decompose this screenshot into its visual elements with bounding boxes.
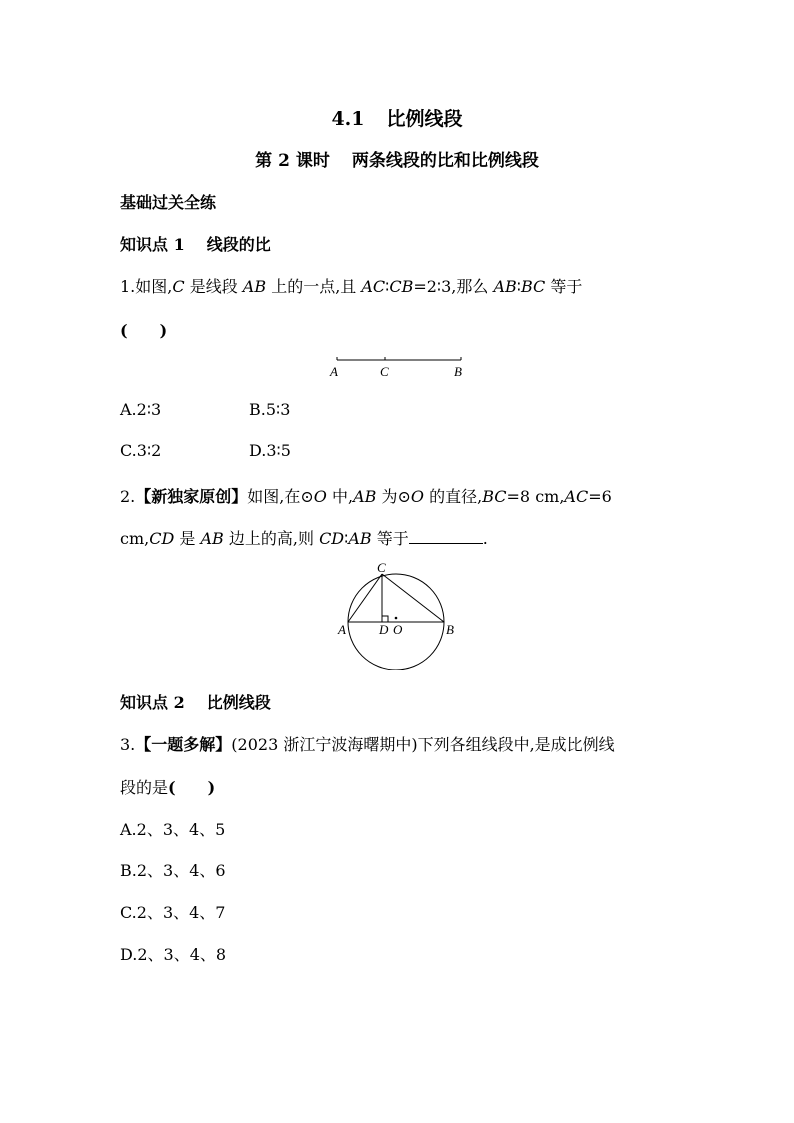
q1-var: AB: [242, 277, 267, 296]
q2-var: BC: [482, 487, 507, 506]
q2-text: 等于: [371, 529, 409, 548]
subtitle-text: 两条线段的比和比例线段: [351, 151, 539, 171]
q2-text: 如图,在⊙: [247, 487, 314, 506]
q1-segment-figure: [325, 352, 470, 382]
title-text: 比例线段: [386, 108, 463, 130]
label-c: C: [377, 560, 386, 575]
q3-option-d: D.2、3、4、8: [120, 945, 227, 964]
q2-var: AB: [348, 529, 372, 548]
q3-tag: 【一题多解】: [135, 735, 232, 754]
q2-text: .: [482, 529, 488, 548]
q1-number: 1.: [120, 277, 136, 296]
q2-text: 的直径,: [424, 487, 483, 506]
q2-text: 中,: [326, 487, 354, 506]
answer-blank: [409, 529, 483, 544]
label-a: A: [338, 622, 346, 637]
q3-option-c: C.2、3、4、7: [120, 903, 226, 922]
label-d: D: [379, 622, 389, 637]
q1-text: 是线段: [184, 277, 243, 296]
q3-answer-paren: ( ): [168, 778, 216, 797]
q1-var: CB: [389, 277, 414, 296]
q2-text: =8 cm,: [506, 487, 565, 506]
q2-text: 为⊙: [376, 487, 411, 506]
q3-number: 3.: [120, 735, 136, 754]
q2-text: ∶: [344, 529, 349, 548]
kp2-label: 知识点 2: [120, 693, 185, 712]
q2-text: 是: [174, 529, 201, 548]
q3-text: 段的是: [120, 778, 169, 797]
question-2-line-2: [120, 526, 488, 549]
label-b: B: [454, 364, 462, 379]
kp2-text: 比例线段: [206, 693, 271, 712]
q3-text: 下列各组线段中,是成比例线: [417, 735, 615, 754]
question-2-line-1: [120, 484, 612, 507]
q2-var: AB: [200, 529, 224, 548]
label-b: B: [446, 622, 454, 637]
q1-text: 如图,: [135, 277, 173, 296]
question-3-line-2: [120, 775, 215, 798]
knowledge-point-2: [120, 690, 271, 713]
q2-var: O: [313, 487, 327, 506]
q2-text: =6: [588, 487, 612, 506]
label-o: O: [393, 622, 403, 637]
q1-option-d: D.3∶5: [249, 441, 291, 460]
segment-bc: [382, 574, 444, 622]
q1-var: C: [172, 277, 185, 296]
knowledge-point-1: [120, 232, 271, 255]
center-point: [395, 617, 398, 620]
q2-tag: 【新独家原创】: [135, 487, 248, 506]
q2-var: CD: [319, 529, 345, 548]
page-title: [0, 104, 794, 131]
q2-var: CD: [149, 529, 175, 548]
q3-option-b: B.2、3、4、6: [120, 861, 226, 880]
q2-var: AC: [564, 487, 589, 506]
page-subtitle: [0, 146, 794, 171]
q1-option-b: B.5∶3: [249, 400, 291, 419]
q2-var: AB: [353, 487, 377, 506]
q2-text: cm,: [120, 529, 150, 548]
label-a: A: [330, 364, 338, 379]
q1-text: ∶: [385, 277, 390, 296]
q1-option-a: A.2∶3: [120, 400, 162, 419]
q1-text: =2∶3,那么: [413, 277, 494, 296]
title-number: 4.1: [331, 108, 365, 130]
q1-var: AB: [493, 277, 517, 296]
q1-option-c: C.3∶2: [120, 441, 162, 460]
label-c: C: [380, 364, 389, 379]
q2-circle-figure: [330, 560, 465, 670]
q3-source: (2023 浙江宁波海曙期中): [231, 735, 418, 754]
q1-var: BC: [520, 277, 546, 296]
question-1-line-1: [120, 274, 582, 297]
q1-text: 上的一点,且: [266, 277, 362, 296]
q3-option-a: A.2、3、4、5: [120, 820, 226, 839]
question-3-line-1: [120, 732, 615, 755]
kp1-text: 线段的比: [206, 235, 271, 254]
q1-text: ∶: [516, 277, 521, 296]
q2-text: 边上的高,则: [223, 529, 320, 548]
q2-number: 2.: [120, 487, 136, 506]
kp1-label: 知识点 1: [120, 235, 185, 254]
q1-answer-paren: ( ): [120, 321, 168, 340]
q1-var: AC: [361, 277, 386, 296]
segment-ac: [348, 574, 382, 622]
lesson-label: 第 2 课时: [255, 151, 330, 171]
section-heading: 基础过关全练: [120, 193, 217, 212]
q2-var: O: [410, 487, 425, 506]
q1-text: 等于: [545, 277, 583, 296]
